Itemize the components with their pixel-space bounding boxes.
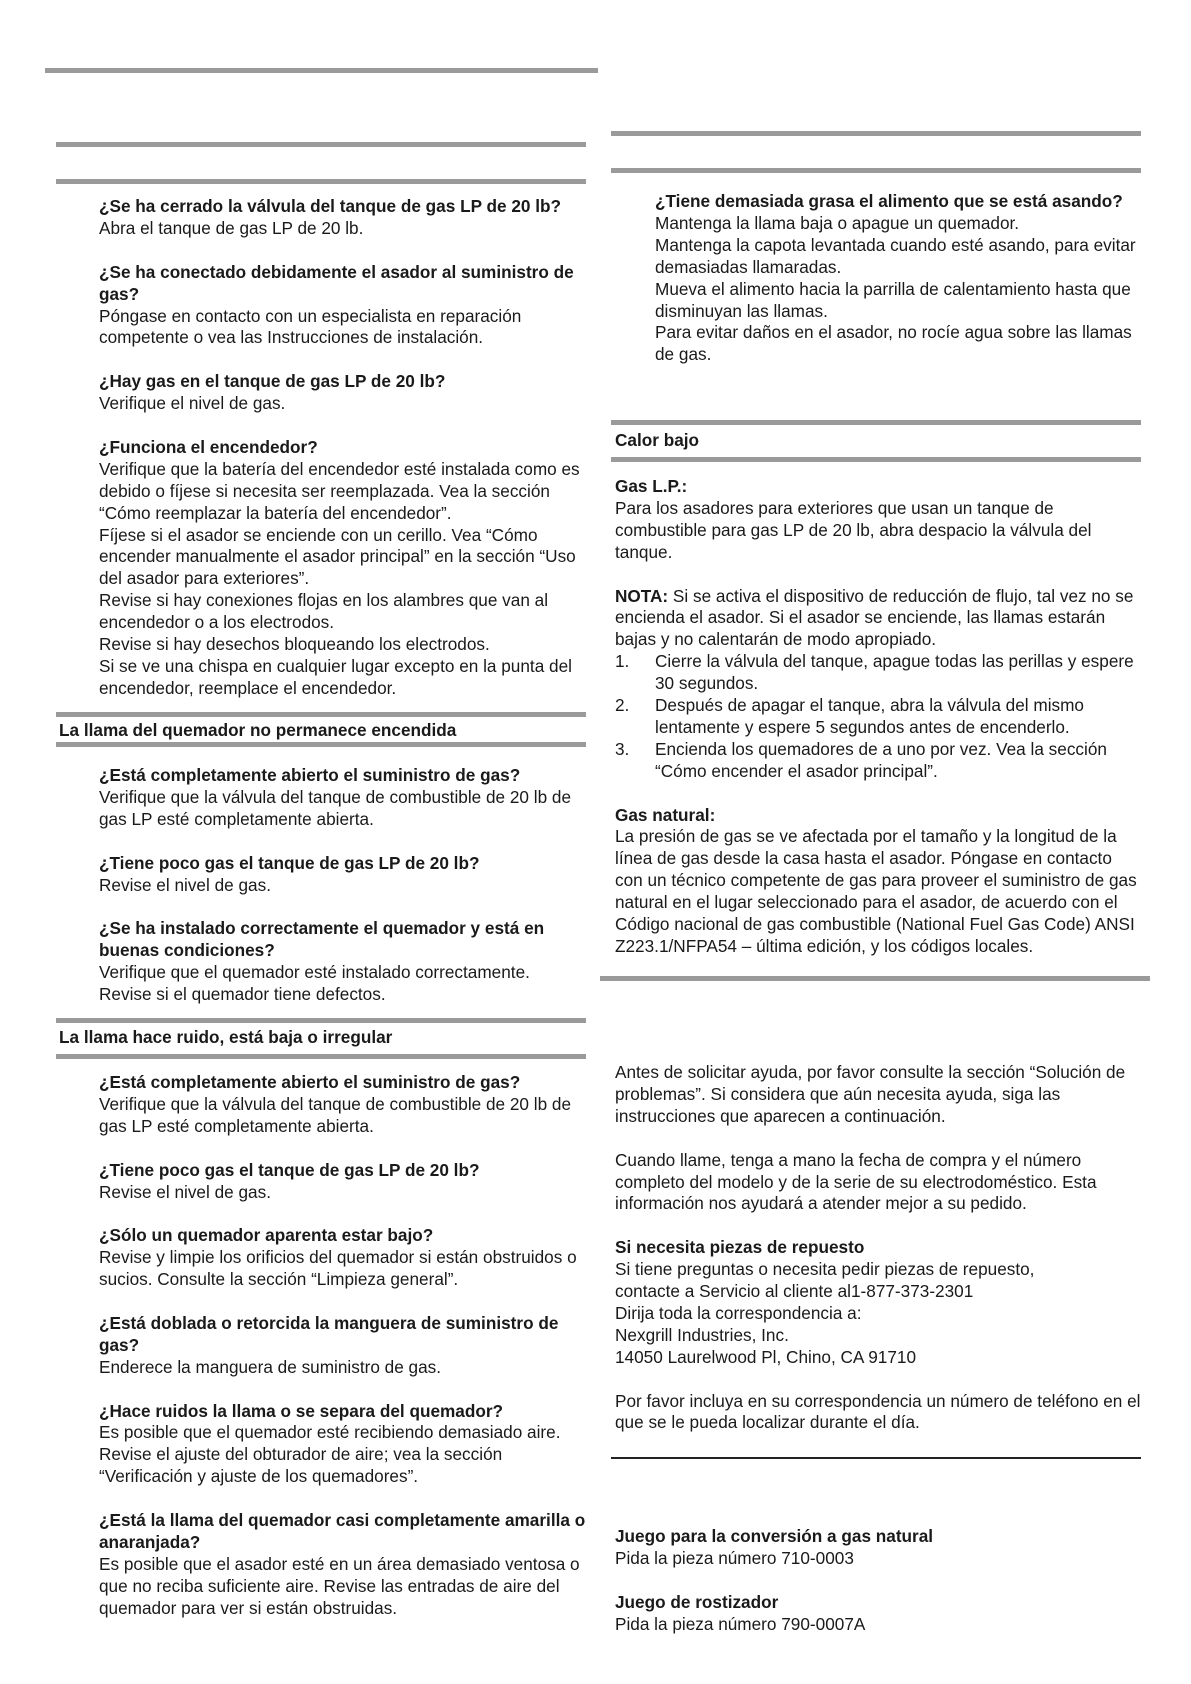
- left-group-2: [59, 765, 589, 1028]
- question: ¿Sólo un quemador aparenta estar bajo?: [99, 1225, 434, 1246]
- step-text: Encienda los quemadores de a uno por vez. Vea la sección “Cómo encender el asador principal”.: [655, 738, 1107, 781]
- nota-label: NOTA:: [615, 585, 669, 606]
- section-heading: La llama del quemador no permanece encendida: [59, 720, 457, 740]
- natural-title: Gas natural:: [615, 804, 716, 825]
- parts-line: Si tiene preguntas o necesita pedir piezas de repuesto,: [615, 1259, 1035, 1280]
- section-heading: La llama hace ruido, está baja o irregular: [59, 1027, 393, 1047]
- answer: Es posible que el quemador esté recibiendo demasiado aire. Revise el ajuste del obturador de aire; vea la sección “Verificación y ajuste de los quemadores”.: [99, 1422, 561, 1487]
- kit-title: Juego para la conversión a gas natural: [615, 1526, 934, 1546]
- top-rule: [45, 68, 598, 73]
- nota-text: Si se activa el dispositivo de reducción de flujo, tal vez no se encienda el asador. Si el asador se enciende, las llamas estarán bajas y no calentarán de modo apropiado.: [615, 585, 1134, 650]
- qa-item: [99, 765, 589, 831]
- step-number: 2.: [615, 695, 630, 716]
- question: ¿Está completamente abierto el suministro de gas?: [99, 1072, 521, 1092]
- question: ¿Hace ruidos la llama o se separa del quemador?: [99, 1400, 504, 1421]
- answer: Mantenga la llama baja o apague un quemador.: [655, 212, 1020, 233]
- list-item: [615, 739, 1143, 783]
- answer: Mantenga la capota levantada cuando esté asando, para evitar demasiadas llamaradas.: [655, 234, 1136, 277]
- answer: Verifique que el quemador esté instalado correctamente.: [99, 962, 530, 983]
- lp-title: Gas L.P.:: [615, 476, 688, 496]
- answer: Revise si el quemador tiene defectos.: [99, 984, 386, 1005]
- section3-rule-bottom: [56, 1054, 586, 1059]
- answer: Verifique el nivel de gas.: [99, 393, 286, 414]
- question: ¿Hay gas en el tanque de gas LP de 20 lb?: [99, 371, 446, 392]
- answer: Mueva el alimento hacia la parrilla de calentamiento hasta que disminuyan las llamas.: [655, 278, 1131, 321]
- qa-item: [99, 371, 589, 415]
- qa-item: [99, 853, 589, 897]
- qa-item: [99, 1160, 589, 1204]
- question: ¿Está completamente abierto el suministro de gas?: [99, 765, 521, 785]
- answer: Revise si hay desechos bloqueando los electrodos.: [99, 634, 490, 655]
- parts-line: Nexgrill Industries, Inc.: [615, 1324, 789, 1345]
- low-heat-rule-top: [611, 420, 1141, 425]
- kit-text: Pida la pieza número 790-0007A: [615, 1613, 866, 1634]
- answer: Revise el nivel de gas.: [99, 874, 271, 895]
- answer: Verifique que la batería del encendedor esté instalada como es debido o fíjese si necesita ser reemplazada. Vea la sección “Cómo reemplazar la batería del encendedor”.: [99, 458, 580, 523]
- answer: Para evitar daños en el asador, no rocíe agua sobre las llamas de gas.: [655, 322, 1132, 365]
- lp-text: Para los asadores para exteriores que usan un tanque de combustible para gas LP de 20 lb, abra despacio la válvula del tanque.: [615, 497, 1092, 562]
- question: ¿Está la llama del quemador casi completamente amarilla o anaranjada?: [99, 1510, 586, 1552]
- qa-item: [99, 196, 589, 240]
- section-title: [59, 1027, 589, 1049]
- qa-item: [99, 1313, 589, 1379]
- parts-line: Dirija toda la correspondencia a:: [615, 1302, 862, 1323]
- step-text: Después de apagar el tanque, abra la válvula del mismo lentamente y espere 5 segundos antes de encenderlo.: [655, 695, 1084, 737]
- right-header-rule-2: [611, 168, 1141, 173]
- left-header-rule-2: [56, 179, 586, 184]
- list-item: [615, 695, 1143, 739]
- question: ¿Se ha instalado correctamente el quemador y está en buenas condiciones?: [99, 918, 545, 961]
- step-number: 1.: [615, 651, 630, 672]
- answer: Revise si hay conexiones flojas en los alambres que van al encendedor o a los electrodos.: [99, 590, 549, 633]
- parts-title: Si necesita piezas de repuesto: [615, 1237, 865, 1258]
- question: ¿Se ha cerrado la válvula del tanque de gas LP de 20 lb?: [99, 196, 561, 216]
- question: ¿Se ha conectado debidamente el asador al suministro de gas?: [99, 261, 574, 304]
- low-heat-rule-bottom: [611, 457, 1141, 462]
- steps-list: [615, 651, 1143, 782]
- qa-item: [99, 437, 589, 700]
- parts-line: 14050 Laurelwood Pl, Chino, CA 91710: [615, 1346, 916, 1367]
- answer: Revise el nivel de gas.: [99, 1181, 271, 1202]
- kit-text: Pida la pieza número 710-0003: [615, 1547, 854, 1568]
- question: ¿Funciona el encendedor?: [99, 436, 318, 457]
- section2-rule-bottom: [56, 742, 586, 747]
- answer: Verifique que la válvula del tanque de combustible de 20 lb de gas LP esté completamente abierta.: [99, 1093, 572, 1136]
- question: ¿Tiene demasiada grasa el alimento que se está asando?: [655, 191, 1123, 211]
- qa-item: [99, 1072, 589, 1138]
- left-group-3: [59, 1072, 589, 1641]
- natural-text: La presión de gas se ve afectada por el tamaño y la longitud de la línea de gas desde la casa hasta el asador. Póngase en contacto con un técnico competente de gas para proveer el suministro de gas natural en el lugar seleccionado para el asador, de acuerdo con el Código nacional de gas combustible (National Fuel Gas Code) ANSI Z223.1/NFPA54 – última edición, y los códigos locales.: [615, 826, 1137, 956]
- low-heat-content: [615, 476, 1143, 958]
- answer: Si se ve una chispa en cualquier lugar excepto en la punta del encendedor, reemplace el encendedor.: [99, 655, 572, 698]
- qa-item: [99, 1225, 589, 1291]
- answer: Es posible que el asador esté en un área demasiado ventosa o que no reciba suficiente aire. Revise las entradas de aire del quemador para ver si están obstruidas.: [99, 1553, 580, 1618]
- qa-item: [99, 262, 589, 350]
- qa-item: [99, 1510, 589, 1620]
- assistance-block: [615, 1062, 1143, 1434]
- answer: Enderece la manguera de suministro de gas.: [99, 1356, 442, 1377]
- question: ¿Tiene poco gas el tanque de gas LP de 20 lb?: [99, 852, 480, 873]
- answer: Póngase en contacto con un especialista en reparación competente o vea las Instrucciones de instalación.: [99, 305, 522, 348]
- section-title: [615, 430, 1143, 452]
- question: ¿Está doblada o retorcida la manguera de suministro de gas?: [99, 1312, 559, 1355]
- accessories-block: [615, 1526, 1143, 1636]
- qa-item: [99, 918, 589, 1006]
- left-group-1: [59, 196, 589, 722]
- qa-item: [99, 1401, 589, 1489]
- step-number: 3.: [615, 738, 630, 759]
- answer: Verifique que la válvula del tanque de combustible de 20 lb de gas LP esté completamente abierta.: [99, 786, 572, 829]
- answer: Abra el tanque de gas LP de 20 lb.: [99, 217, 364, 238]
- phone-note: Por favor incluya en su correspondencia un número de teléfono en el que se le pueda localizar durante el día.: [615, 1390, 1141, 1433]
- answer: Revise y limpie los orificios del quemador si están obstruidos o sucios. Consulte la sección “Limpieza general”.: [99, 1247, 577, 1290]
- section-heading: Calor bajo: [615, 430, 700, 450]
- list-item: [615, 651, 1143, 695]
- step-text: Cierre la válvula del tanque, apague todas las perillas y espere 30 segundos.: [655, 651, 1134, 694]
- parts-divider-rule: [611, 1457, 1141, 1459]
- kit-title: Juego de rostizador: [615, 1591, 779, 1612]
- right-table-end-rule: [600, 976, 1150, 981]
- left-header-rule-1: [56, 142, 586, 147]
- nota-paragraph: [615, 586, 1143, 652]
- qa-item: [655, 191, 1143, 366]
- help-paragraph-2: Cuando llame, tenga a mano la fecha de compra y el número completo del modelo y de la serie de su electrodoméstico. Esta información nos ayudará a atender mejor a su pedido.: [615, 1149, 1097, 1214]
- section-title: [59, 720, 589, 742]
- question: ¿Tiene poco gas el tanque de gas LP de 20 lb?: [99, 1159, 480, 1180]
- answer: Fíjese si el asador se enciende con un cerillo. Vea “Cómo encender manualmente el asador principal” en la sección “Uso del asador para exteriores”.: [99, 524, 576, 589]
- right-grease-block: [615, 191, 1143, 388]
- parts-line: contacte a Servicio al cliente al1-877-373-2301: [615, 1281, 974, 1302]
- right-header-rule-1: [611, 131, 1141, 136]
- help-paragraph-1: Antes de solicitar ayuda, por favor consulte la sección “Solución de problemas”. Si considera que aún necesita ayuda, siga las instrucciones que aparecen a continuación.: [615, 1062, 1126, 1126]
